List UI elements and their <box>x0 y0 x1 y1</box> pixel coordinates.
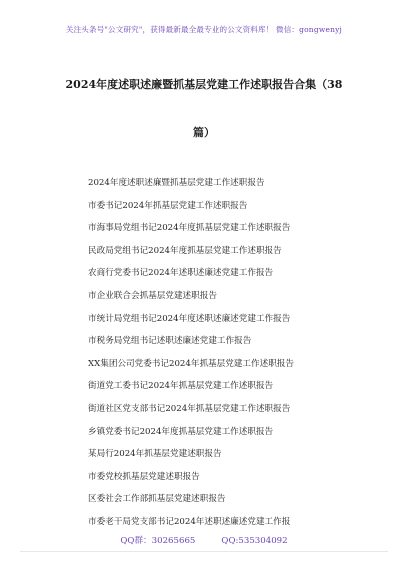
toc-item[interactable]: 市委书记2024年抓基层党建工作述职报告 <box>88 200 248 211</box>
header-banner: 关注头条号"公文研究"，获得最新最全最专业的公文资料库！ 微信：gongwenyj <box>65 25 343 34</box>
table-of-contents <box>88 172 294 534</box>
toc-item[interactable]: 市税务局党组书记述职述廉述党建工作报告 <box>88 336 252 347</box>
toc-item[interactable]: 市统计局党组书记2024年度述职述廉述党建工作报告 <box>88 313 291 324</box>
toc-item[interactable]: 市委党校抓基层党建述职报告 <box>88 471 200 482</box>
page-divider <box>20 551 388 552</box>
toc-item[interactable]: 乡镇党委书记2024年度抓基层党建工作述职报告 <box>88 426 274 437</box>
toc-item[interactable]: XX集团公司党委书记2024年抓基层党建工作述职报告 <box>88 358 294 369</box>
toc-item[interactable]: 市委老干局党支部书记2024年述职述廉述党建工作报 <box>88 516 291 527</box>
document-title: 2024年度述职述廉暨抓基层党建工作述职报告合集（38 <box>65 78 343 91</box>
footer-contact <box>0 534 408 546</box>
footer-qq-number: QQ:535304092 <box>221 536 288 546</box>
toc-item[interactable]: 2024年度述职述廉暨抓基层党建工作述职报告 <box>88 178 265 188</box>
toc-item[interactable]: 某局行2024年抓基层党建述职报告 <box>88 449 222 460</box>
document-title-continuation: 篇） <box>193 126 215 139</box>
toc-item[interactable]: 农商行党委书记2024年述职述廉述党建工作报告 <box>88 268 274 279</box>
toc-item[interactable]: 市海事局党组书记2024年度抓基层党建工作述职报告 <box>88 223 291 234</box>
footer-qq-group: QQ群：30265665 <box>120 536 196 546</box>
toc-item[interactable]: 街道社区党支部书记2024年抓基层党建工作述职报告 <box>88 403 291 414</box>
toc-item[interactable]: 区委社会工作部抓基层党建述职报告 <box>88 494 226 505</box>
toc-item[interactable]: 街道党工委书记2024年抓基层党建工作述职报告 <box>88 381 274 392</box>
toc-item[interactable]: 民政局党组书记2024年度抓基层党建工作述职报告 <box>88 245 282 256</box>
toc-item[interactable]: 市企业联合会抓基层党建述职报告 <box>88 290 217 301</box>
